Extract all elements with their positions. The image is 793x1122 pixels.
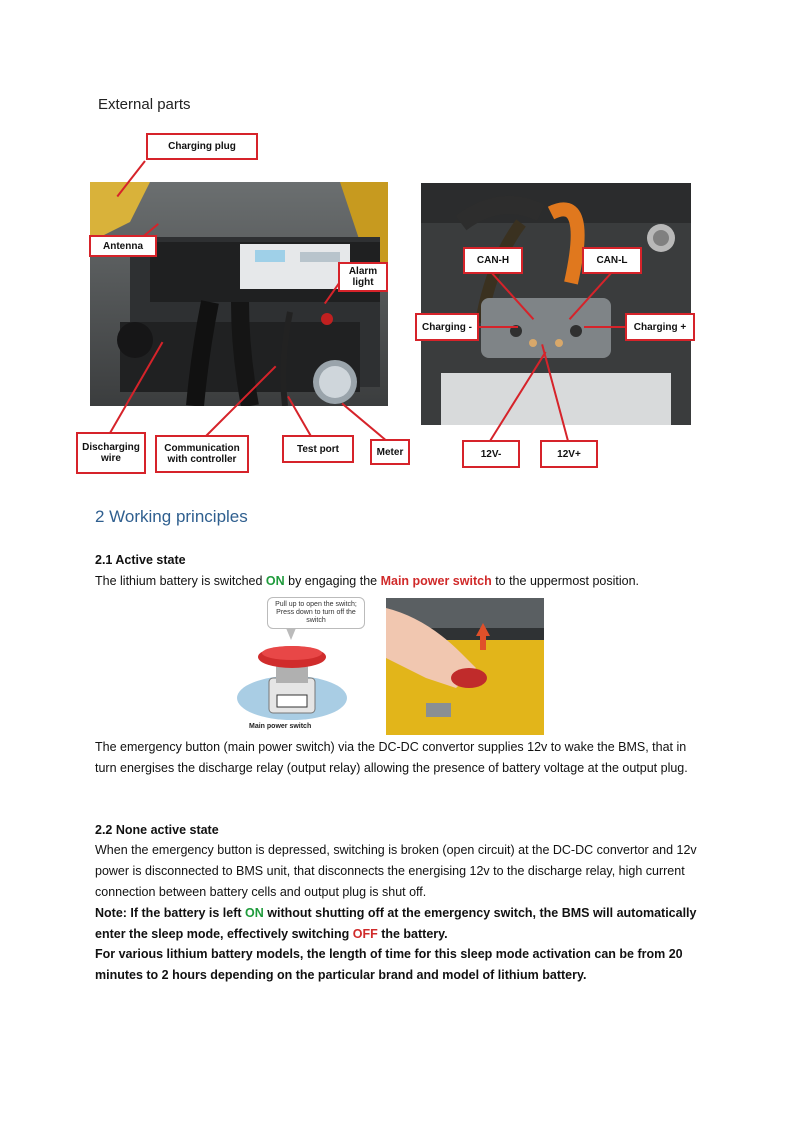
main-switch-text: Main power switch [380,574,492,588]
active-state-paragraph: The emergency button (main power switch) via the DC-DC convertor supplies 12v to wake the BMS, that in turn energises the discharge relay (output relay) allowing the presence of battery voltage at the output plug. [95,740,688,775]
line1-mid: by engaging the [284,574,381,588]
active-state-heading: 2.1 Active state [95,553,186,567]
antenna-callout: Antenna [89,235,157,257]
line1-pre: The lithium battery is switched [95,574,266,588]
test-port-callout: Test port [282,435,354,463]
inactive-state-paragraph: When the emergency button is depressed, switching is broken (open circuit) at the DC-DC convertor and 12v power is disconnected to BMS unit, that disconnects the energising 12v to the discharge relay, high current connection between battery cells and output plug is shut off. [95,843,697,899]
note-off: OFF [352,927,378,941]
alarm-light-callout: Alarm light [338,262,388,292]
line1-post: to the uppermost position. [491,574,640,588]
switch-tip-bubble: Pull up to open the switch; Press down to turn off the switch [267,597,365,629]
switch-caption: Main power switch [249,723,312,730]
note-post: the battery. [377,927,448,941]
can-l-callout: CAN-L [582,247,642,274]
note-paragraph [95,903,705,945]
charging-plus-callout: Charging + [625,313,695,341]
bubble-tail [286,628,296,640]
note-mid: without shutting off at the emergency switch, the BMS will automatically enter the sleep mode, effectively switching [95,906,697,941]
note-on: ON [245,906,264,920]
charging-plug-callout: Charging plug [146,133,258,160]
can-h-callout: CAN-H [463,247,523,274]
battery-top-photo [90,182,388,406]
active-state-line [95,571,705,592]
v12-plus-callout: 12V+ [540,440,598,468]
switch-illustration [232,643,352,723]
on-text: ON [265,574,285,588]
note-pre: Note: If the battery is left [95,906,246,920]
charging-minus-leader [478,326,518,328]
charging-minus-callout: Charging - [415,313,479,341]
charging-plus-leader [584,326,626,328]
discharging-wire-callout: Discharging wire [76,432,146,474]
inactive-state-heading: 2.2 None active state [95,823,219,837]
meter-callout: Meter [370,439,410,465]
connector-photo [421,183,691,425]
section-title: 2 Working principles [95,507,248,526]
final-paragraph: For various lithium battery models, the length of time for this sleep mode activation can be from 20 minutes to 2 hours depending on the particular brand and model of lithium battery. [95,947,683,982]
switch-hand-photo [386,598,544,735]
communication-callout: Communication with controller [155,435,249,473]
external-parts-heading: External parts [98,96,191,113]
v12-minus-callout: 12V- [462,440,520,468]
